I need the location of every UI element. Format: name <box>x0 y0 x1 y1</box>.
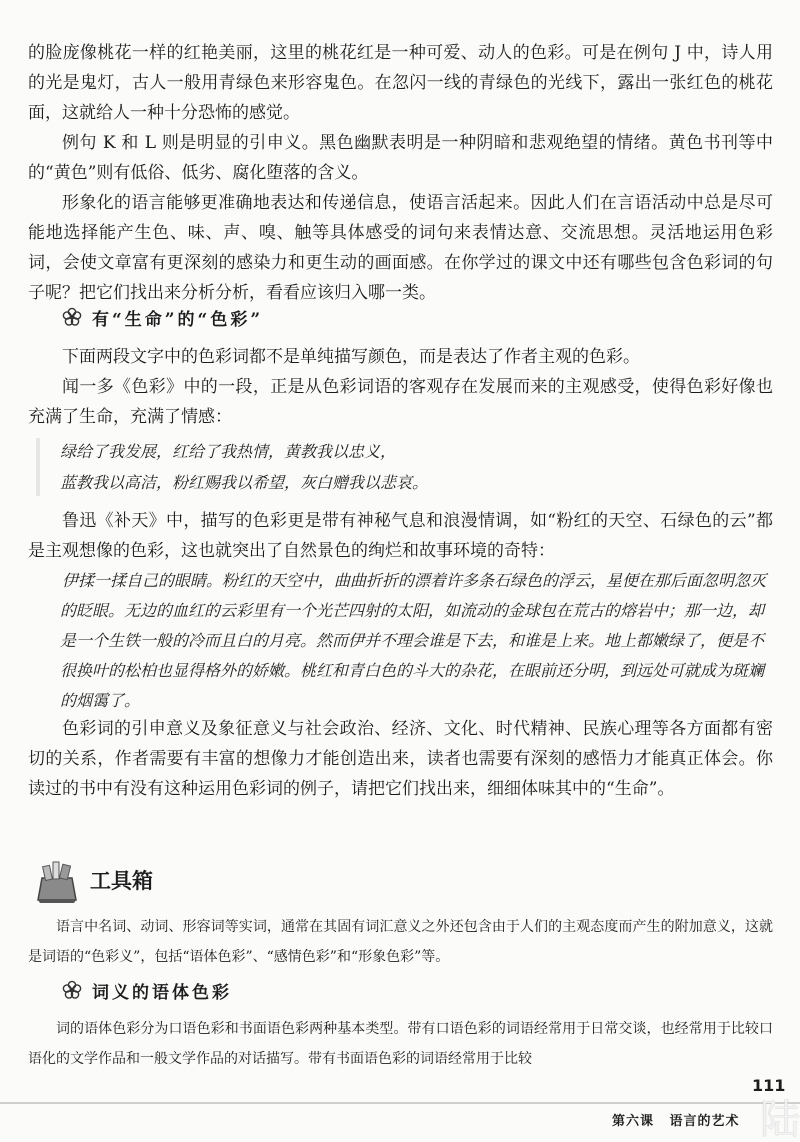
paragraph-intro-two-passages: 下面两段文字中的色彩词都不是单纯描写颜色，而是表达了作者主观的色彩。 <box>62 347 640 367</box>
toolbox-header <box>34 848 153 912</box>
toolbox-title: 工具箱 <box>90 869 153 893</box>
lesson-number: 第六课 <box>612 1114 655 1129</box>
paragraph-color-meaning: 语言中名词、动词、形容词等实词，通常在其固有词汇意义之外还包含由于人们的主观态度而产生的附加意义，这就是词语的“色彩义”，包括“语体色彩”、“感情色彩”和“形象色彩”等。 <box>28 919 773 965</box>
section-heading-text: 词义的语体色彩 <box>92 982 232 1003</box>
toolbox-icon <box>34 856 80 904</box>
page-number: 111 <box>752 1076 786 1095</box>
quote-bar <box>36 438 40 496</box>
section-heading-register <box>62 975 232 1005</box>
corner-character: 陆 <box>760 1098 800 1142</box>
footer-divider <box>0 1102 800 1104</box>
paragraph-vivid-language: 形象化的语言能够更准确地表达和传递信息，使语言活起来。因此人们在言语活动中总是尽可能地选择能产生色、味、声、嗅、触等具体感受的词句来表情达意、交流思想。灵活地运用色彩词，会使文章富有更深刻的感染力和更生动的画面感。在你学过的课文中还有哪些包含色彩词的句子呢？把它们找出来分析分析，看看应该归入哪一类。 <box>28 193 773 303</box>
lesson-title: 语言的艺术 <box>669 1114 740 1129</box>
paragraph-color-symbolism: 色彩词的引申意义及象征意义与社会政治、经济、文化、时代精神、民族心理等各方面都有密切的关系，作者需要有丰富的想像力才能创造出来，读者也需要有深刻的感悟力才能真正体会。你读过的书中有没有这种运用色彩词的例子，请把它们找出来，细细体味其中的“生命”。 <box>28 719 773 799</box>
paragraph-extended-meaning: 例句 K 和 L 则是明显的引申义。黑色幽默表明是一种阴暗和悲观绝望的情绪。黄色书刊等中的“黄色”则有低俗、低劣、腐化堕落的含义。 <box>28 133 773 183</box>
quote-bu-tian: 伊揉一揉自己的眼睛。粉红的天空中，曲曲折折的漂着许多条石绿色的浮云，星便在那后面忽明忽灭的眨眼。无边的血红的云彩里有一个光芒四射的太阳，如流动的金球包在荒古的熔岩中；那一边，却是一个生铁一般的冷而且白的月亮。然而伊并不理会谁是下去，和谁是上来。地上都嫩绿了，便是不很换叶的松柏也显得格外的娇嫩。桃红和青白色的斗大的杂花，在眼前还分明，到远处可就成为斑斓的烟霭了。 <box>60 571 767 710</box>
poem-excerpt <box>60 436 772 498</box>
poem-line: 绿给了我发展，红给了我热情，黄教我以忠义， <box>60 442 397 461</box>
section-heading-text: 有“生命”的“色彩” <box>92 309 264 330</box>
paragraph-peach-blossom: 的脸庞像桃花一样的红艳美丽，这里的桃花红是一种可爱、动人的色彩。可是在例句 J 中，诗人用的光是鬼灯，古人一般用青绿色来形容鬼色。在忽闪一线的青绿色的光线下，露出一张红色的桃花面，这就给人一种十分恐怖的感觉。 <box>28 43 773 123</box>
section-heading-living-colors <box>62 302 263 332</box>
paragraph-wen-yiduo: 闻一多《色彩》中的一段，正是从色彩词语的客观存在发展而来的主观感受，使得色彩好像也充满了生命，充满了情感： <box>28 377 773 427</box>
flower-icon <box>62 307 82 327</box>
flower-icon <box>62 980 82 1000</box>
paragraph-register-color: 词的语体色彩分为口语色彩和书面语色彩两种基本类型。带有口语色彩的词语经常用于日常交谈，也经常用于比较口语化的文学作品和一般文学作品的对话描写。带有书面语色彩的词语经常用于比较 <box>28 1021 773 1067</box>
paragraph-lu-xun: 鲁迅《补天》中，描写的色彩更是带有神秘气息和浪漫情调，如“粉红的天空、石绿色的云”都是主观想像的色彩，这也就突出了自然景色的绚烂和故事环境的奇特： <box>28 511 773 561</box>
running-footer <box>612 1110 750 1129</box>
poem-line: 蓝教我以高洁，粉红赐我以希望，灰白赠我以悲哀。 <box>60 473 429 492</box>
